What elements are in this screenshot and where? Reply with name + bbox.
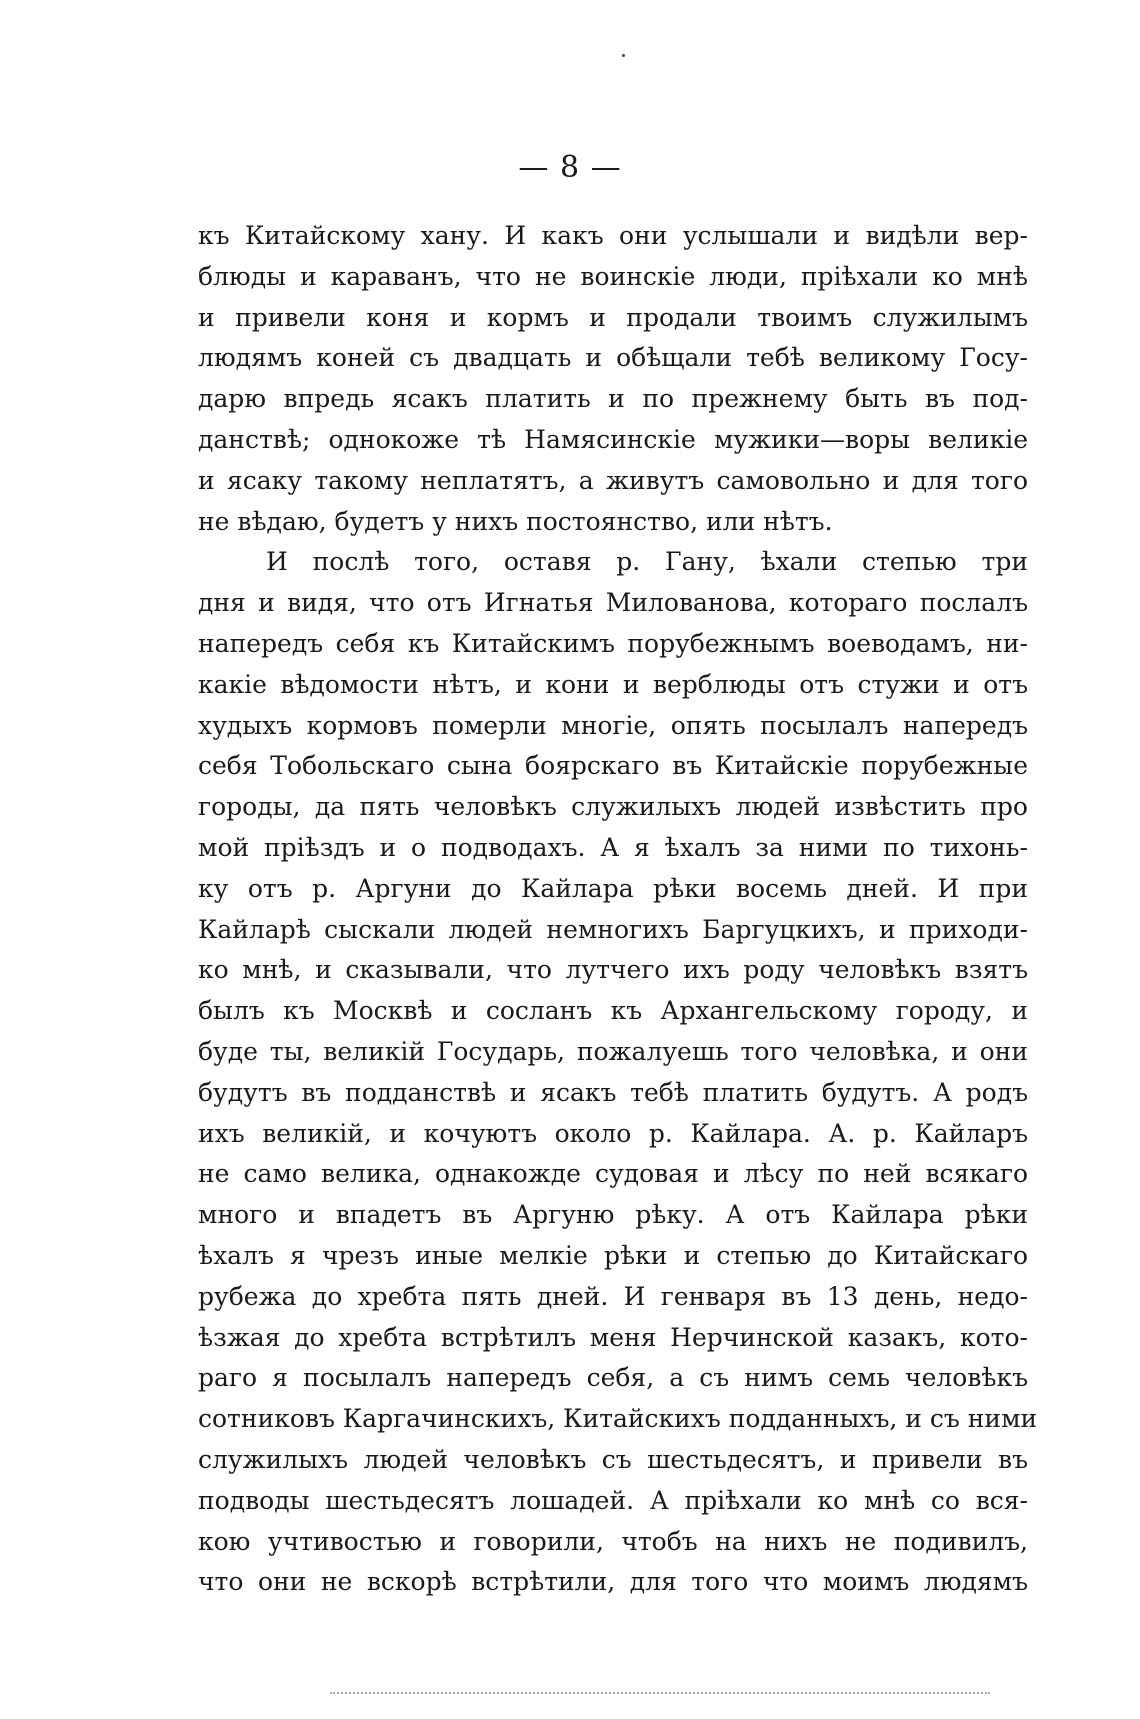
text-line: дня и видя, что отъ Игнатья Милованова, котораго послалъ — [198, 588, 1028, 618]
text-line: ихъ великій, и кочуютъ около р. Кайлара. А. р. Кайларъ — [198, 1118, 1028, 1148]
text-line: буде ты, великій Государь, пожалуешь того человѣка, и они — [198, 1036, 1028, 1066]
text-line: сотниковъ Каргачинскихъ, Китайскихъ подданныхъ, и съ ними — [198, 1404, 1038, 1434]
text-line: данствѣ; однокоже тѣ Намясинскіе мужики—воры великіе — [198, 424, 1028, 454]
scan-artifact-marks — [330, 1692, 990, 1698]
body-text — [198, 216, 1038, 1603]
text-line: ѣхалъ я чрезъ иные мелкіе рѣки и степью до Китайскаго — [198, 1240, 1028, 1270]
text-line: служилыхъ людей человѣкъ съ шестьдесятъ, и привели въ — [198, 1444, 1028, 1474]
text-line: будутъ въ подданствѣ и ясакъ тебѣ платить будутъ. А родъ — [198, 1077, 1028, 1107]
page-number: — 8 — — [518, 150, 622, 185]
text-line: не вѣдаю, будетъ у нихъ постоянство, или нѣтъ. — [198, 506, 833, 536]
text-line: что они не вскорѣ встрѣтили, для того что моимъ людямъ — [198, 1567, 1028, 1597]
text-line: какіе вѣдомости нѣтъ, и кони и верблюды отъ стужи и отъ — [198, 669, 1028, 699]
text-line: блюды и караванъ, что не воинскіе люди, пріѣхали ко мнѣ — [198, 261, 1028, 291]
text-line: людямъ коней съ двадцать и обѣщали тебѣ великому Госу- — [198, 343, 1028, 373]
text-line: и ясаку такому неплатятъ, а живутъ самовольно и для того — [198, 465, 1028, 495]
text-line: ко мнѣ, и сказывали, что лутчего ихъ роду человѣкъ взятъ — [198, 955, 1028, 985]
text-line: ѣзжая до хребта встрѣтилъ меня Нерчинской казакъ, кото- — [198, 1322, 1028, 1352]
text-line: дарю впредь ясакъ платить и по прежнему быть въ под- — [198, 384, 1028, 414]
text-line: къ Китайскому хану. И какъ они услышали и видѣли вер- — [198, 221, 1028, 250]
text-line: много и впадетъ въ Аргуню рѣку. А отъ Кайлара рѣки — [198, 1200, 1028, 1230]
paragraph-2 — [198, 542, 1038, 1603]
text-line: былъ къ Москвѣ и сосланъ къ Архангельскому городу, и — [198, 996, 1028, 1026]
text-line: городы, да пять человѣкъ служилыхъ людей извѣстить про — [198, 792, 1028, 822]
text-line: худыхъ кормовъ померли многіе, опять посылалъ напередъ — [198, 710, 1028, 740]
paragraph-1 — [198, 216, 1028, 542]
text-line: рубежа до хребта пять дней. И генваря въ 13 день, недо- — [198, 1281, 1028, 1311]
text-line: мой пріѣздъ и о подводахъ. А я ѣхалъ за ними по тихонь- — [198, 832, 1028, 862]
print-speck — [622, 54, 625, 57]
text-line: не само велика, однакожде судовая и лѣсу по ней всякаго — [198, 1159, 1028, 1189]
text-line: И послѣ того, оставя р. Гану, ѣхали степью три — [266, 547, 1028, 577]
text-line: ку отъ р. Аргуни до Кайлара рѣки восемь дней. И при — [198, 873, 1028, 903]
text-line: Кайларѣ сыскали людей немногихъ Баргуцкихъ, и приходи- — [198, 914, 1028, 944]
text-line: кою учтивостью и говорили, чтобъ на нихъ не подивилъ, — [198, 1526, 1028, 1556]
text-line: подводы шестьдесятъ лошадей. А пріѣхали ко мнѣ со вся- — [198, 1485, 1028, 1515]
text-line: себя Тобольскаго сына боярскаго въ Китайскіе порубежные — [198, 751, 1028, 781]
text-line: и привели коня и кормъ и продали твоимъ служилымъ — [198, 302, 1028, 332]
text-line: раго я посылалъ напередъ себя, а съ нимъ семь человѣкъ — [198, 1363, 1028, 1393]
text-line: напередъ себя къ Китайскимъ порубежнымъ воеводамъ, ни- — [198, 628, 1028, 658]
